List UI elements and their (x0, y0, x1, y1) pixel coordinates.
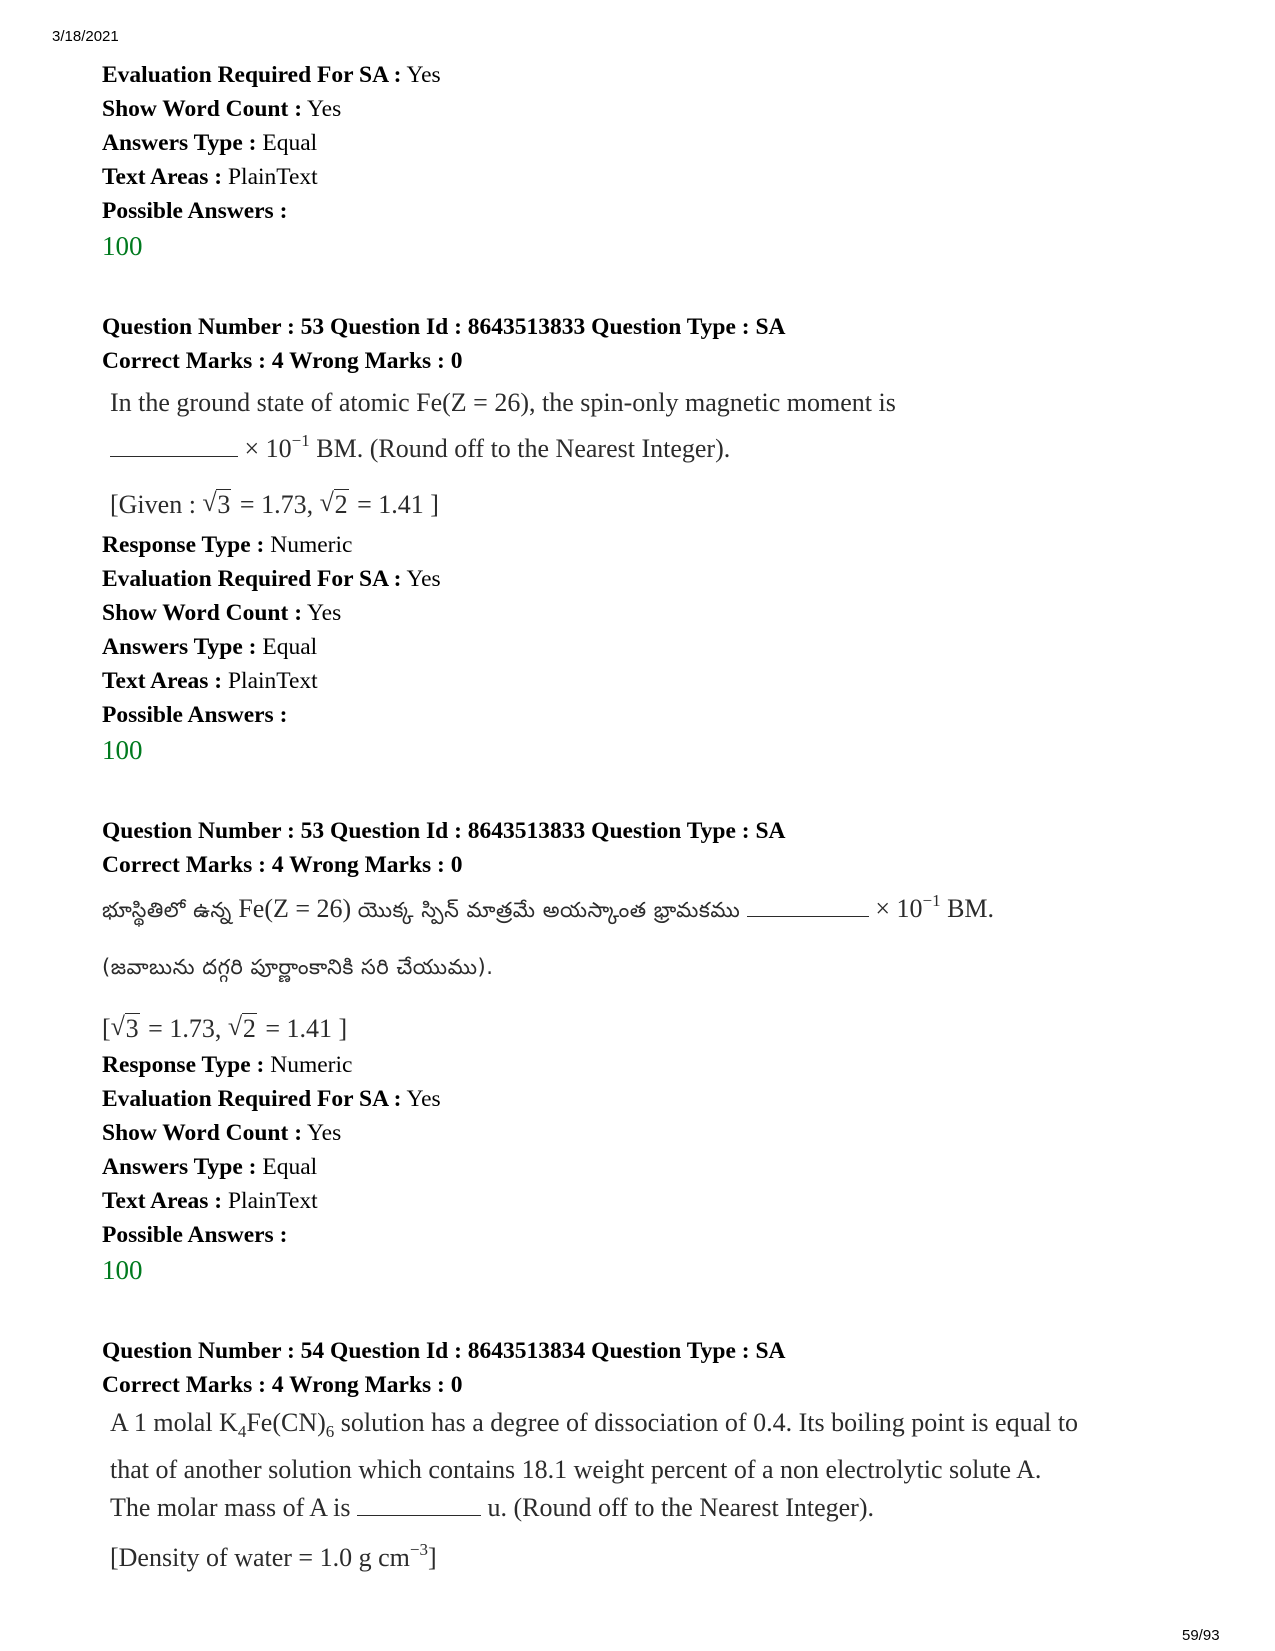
radicand: 3 (125, 1014, 139, 1043)
possible-answer: 100 (102, 735, 143, 765)
question-text-part: u. (Round off to the Nearest Integer). (487, 1493, 874, 1522)
density-text: [Density of water = 1.0 g cm (110, 1543, 410, 1572)
print-date: 3/18/2021 (52, 28, 119, 45)
text-areas-value: PlainText (227, 1188, 318, 1214)
possible-answer: 100 (102, 231, 143, 261)
evaluation-value: Yes (406, 566, 441, 592)
text-areas-row (102, 664, 1222, 698)
possible-answers-label: Possible Answers : (102, 702, 288, 728)
word-count-row (102, 596, 1222, 630)
answers-type-label: Answers Type : (102, 130, 257, 156)
text-areas-label: Text Areas : (102, 668, 223, 694)
answer-blank (747, 894, 869, 917)
evaluation-label: Evaluation Required For SA : (102, 566, 402, 592)
answer-blank (110, 434, 238, 457)
given-value: = 1.73, (148, 1014, 222, 1043)
given-line (102, 1010, 1222, 1048)
answers-type-row (102, 126, 1222, 160)
question-line (102, 947, 1222, 986)
word-count-label: Show Word Count : (102, 96, 303, 122)
multiplier: × 10 (244, 434, 292, 463)
given-line (110, 486, 1222, 524)
answers-type-label: Answers Type : (102, 634, 257, 660)
question-marks: Correct Marks : 4 Wrong Marks : 0 (102, 348, 463, 374)
prev-question-meta (102, 58, 1222, 264)
radicand: 2 (242, 1014, 256, 1043)
word-count-label: Show Word Count : (102, 600, 303, 626)
telugu-text: (జవాబును దగ్గరి పూర్ణాంకానికి సరి చేయుము). (102, 955, 494, 979)
word-count-row (102, 1116, 1222, 1150)
response-type-label: Response Type : (102, 1052, 265, 1078)
question-header: Question Number : 53 Question Id : 8643513833 Question Type : SA (102, 818, 786, 844)
word-count-value: Yes (307, 600, 342, 626)
sqrt-symbol (320, 486, 349, 524)
evaluation-label: Evaluation Required For SA : (102, 1086, 402, 1112)
text-areas-row (102, 160, 1222, 194)
formula-part: Fe(CN) (246, 1408, 326, 1437)
bracket: ] (427, 1543, 437, 1572)
sqrt-symbol (202, 486, 231, 524)
subscript: 6 (325, 1422, 335, 1441)
question-53-telugu (102, 814, 1222, 1288)
evaluation-row (102, 1082, 1222, 1116)
question-text (102, 882, 1222, 1048)
question-54 (102, 1334, 1222, 1577)
question-header: Question Number : 53 Question Id : 8643513833 Question Type : SA (102, 314, 786, 340)
question-marks: Correct Marks : 4 Wrong Marks : 0 (102, 1372, 463, 1398)
density-line (110, 1531, 1222, 1577)
telugu-text: యొక్క స్పిన్ మాత్రమే అయస్కాంత భ్రామకము (357, 898, 741, 922)
question-tail: BM. (Round off to the Nearest Integer). (316, 434, 731, 463)
response-type-value: Numeric (270, 1052, 353, 1078)
response-type-row (102, 528, 1222, 562)
word-count-label: Show Word Count : (102, 1120, 303, 1146)
answers-type-label: Answers Type : (102, 1154, 257, 1180)
text-areas-row (102, 1184, 1222, 1218)
evaluation-value: Yes (406, 1086, 441, 1112)
subscript: 4 (237, 1422, 247, 1441)
text-areas-label: Text Areas : (102, 1188, 223, 1214)
evaluation-row (102, 58, 1222, 92)
given-value: = 1.41 ] (357, 490, 439, 519)
question-line (110, 1404, 1222, 1451)
question-text-part: The molar mass of A is (110, 1493, 351, 1522)
exponent: −1 (922, 891, 941, 910)
question-line (110, 422, 1222, 468)
text-areas-value: PlainText (227, 164, 318, 190)
given-value: = 1.73, (239, 490, 314, 519)
answers-type-value: Equal (262, 130, 318, 156)
exponent: −1 (291, 431, 310, 450)
word-count-value: Yes (307, 1120, 342, 1146)
answers-type-row (102, 1150, 1222, 1184)
radicand: 2 (334, 490, 348, 519)
question-line (110, 1489, 1222, 1527)
word-count-row (102, 92, 1222, 126)
sqrt-symbol (111, 1010, 140, 1048)
given-prefix: [Given : (110, 490, 196, 519)
response-type-label: Response Type : (102, 532, 265, 558)
formula: Fe(Z = 26) (238, 894, 352, 923)
answer-blank (357, 1493, 481, 1516)
possible-answer: 100 (102, 1255, 143, 1285)
answers-type-value: Equal (262, 1154, 318, 1180)
question-line: that of another solution which contains 18.1 weight percent of a non electrolytic solute A. (110, 1455, 1042, 1484)
formula-part: A 1 molal K (110, 1408, 238, 1437)
possible-answers-label: Possible Answers : (102, 198, 288, 224)
given-value: = 1.41 ] (265, 1014, 348, 1043)
multiplier: × 10 (875, 894, 923, 923)
bracket: [ (102, 1014, 111, 1043)
evaluation-label: Evaluation Required For SA : (102, 62, 402, 88)
exponent: −3 (409, 1540, 428, 1559)
evaluation-row (102, 562, 1222, 596)
answers-type-row (102, 630, 1222, 664)
text-areas-value: PlainText (227, 668, 318, 694)
unit: BM. (947, 894, 995, 923)
word-count-value: Yes (307, 96, 342, 122)
question-text-part: solution has a degree of dissociation of 0.4. Its boiling point is equal to (334, 1408, 1079, 1437)
question-text (102, 384, 1222, 524)
page-number: 59/93 (1182, 1627, 1220, 1644)
question-line: In the ground state of atomic Fe(Z = 26), the spin-only magnetic moment is (110, 388, 896, 417)
response-type-row (102, 1048, 1222, 1082)
response-type-value: Numeric (270, 532, 353, 558)
radicand: 3 (217, 490, 231, 519)
question-line (102, 882, 1222, 929)
telugu-text: భూస్థితిలో ఉన్న (102, 898, 232, 922)
document-body (102, 58, 1222, 1577)
question-marks: Correct Marks : 4 Wrong Marks : 0 (102, 852, 463, 878)
possible-answers-label: Possible Answers : (102, 1222, 288, 1248)
answers-type-value: Equal (262, 634, 318, 660)
question-53-english (102, 310, 1222, 768)
question-header: Question Number : 54 Question Id : 8643513834 Question Type : SA (102, 1338, 786, 1364)
text-areas-label: Text Areas : (102, 164, 223, 190)
question-text (102, 1404, 1222, 1577)
sqrt-symbol (228, 1010, 257, 1048)
evaluation-value: Yes (406, 62, 441, 88)
